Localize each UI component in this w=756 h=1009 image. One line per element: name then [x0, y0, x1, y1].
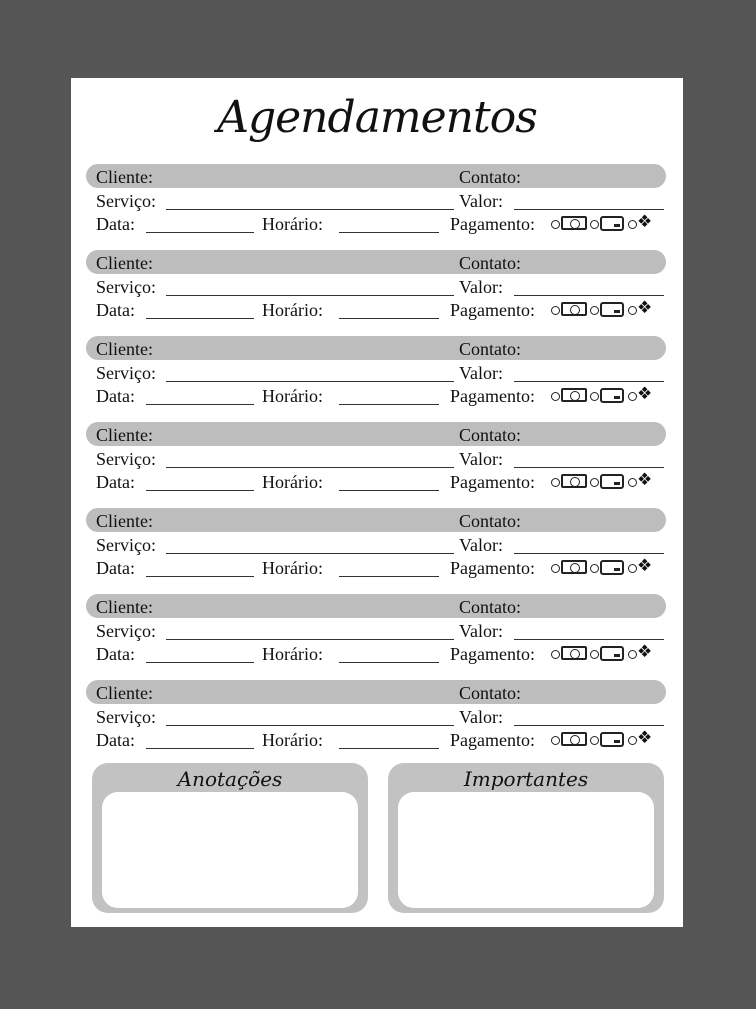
- payment-label: Pagamento:: [450, 558, 535, 578]
- pix-option-radio[interactable]: [628, 650, 637, 659]
- value-field[interactable]: [514, 639, 664, 640]
- pix-option-radio[interactable]: [628, 392, 637, 401]
- payment-label: Pagamento:: [450, 300, 535, 320]
- contact-label: Contato:: [459, 339, 521, 359]
- pix-icon: ❖: [637, 384, 653, 403]
- service-field[interactable]: [166, 553, 454, 554]
- appointment-block: [86, 250, 666, 330]
- client-header-bar: [86, 594, 666, 618]
- time-label: Horário:: [262, 472, 323, 492]
- notes-title-anotacoes: Anotações: [177, 767, 283, 791]
- notes-box-importantes: [388, 763, 664, 913]
- time-field[interactable]: [339, 318, 439, 319]
- date-field[interactable]: [146, 748, 254, 749]
- appointment-block: [86, 594, 666, 674]
- time-field[interactable]: [339, 232, 439, 233]
- card-icon: [600, 216, 624, 231]
- value-field[interactable]: [514, 295, 664, 296]
- client-header-bar: [86, 422, 666, 446]
- contact-label: Contato:: [459, 167, 521, 187]
- cash-option-radio[interactable]: [551, 392, 560, 401]
- card-option-radio[interactable]: [590, 650, 599, 659]
- pix-option-radio[interactable]: [628, 478, 637, 487]
- card-icon: [600, 388, 624, 403]
- date-label: Data:: [96, 730, 135, 750]
- notes-area-importantes[interactable]: [398, 792, 654, 908]
- cash-icon: [561, 646, 587, 660]
- client-header-bar: [86, 336, 666, 360]
- value-field[interactable]: [514, 553, 664, 554]
- appointment-block: [86, 164, 666, 244]
- card-option-radio[interactable]: [590, 306, 599, 315]
- time-label: Horário:: [262, 558, 323, 578]
- appointment-block: [86, 422, 666, 502]
- service-label: Serviço:: [96, 449, 156, 469]
- notes-area-anotacoes[interactable]: [102, 792, 358, 908]
- date-field[interactable]: [146, 490, 254, 491]
- value-field[interactable]: [514, 725, 664, 726]
- cash-option-radio[interactable]: [551, 564, 560, 573]
- cash-icon: [561, 302, 587, 316]
- value-field[interactable]: [514, 467, 664, 468]
- cash-icon: [561, 388, 587, 402]
- date-label: Data:: [96, 644, 135, 664]
- contact-label: Contato:: [459, 683, 521, 703]
- card-option-radio[interactable]: [590, 220, 599, 229]
- time-label: Horário:: [262, 214, 323, 234]
- value-field[interactable]: [514, 209, 664, 210]
- service-label: Serviço:: [96, 621, 156, 641]
- card-option-radio[interactable]: [590, 564, 599, 573]
- appointment-block: [86, 508, 666, 588]
- service-label: Serviço:: [96, 277, 156, 297]
- card-icon: [600, 474, 624, 489]
- client-header-bar: [86, 680, 666, 704]
- payment-options: [551, 642, 666, 663]
- date-label: Data:: [96, 558, 135, 578]
- service-field[interactable]: [166, 725, 454, 726]
- value-label: Valor:: [459, 707, 503, 727]
- planner-page: [71, 78, 683, 927]
- payment-label: Pagamento:: [450, 386, 535, 406]
- time-field[interactable]: [339, 576, 439, 577]
- card-option-radio[interactable]: [590, 478, 599, 487]
- cash-icon: [561, 216, 587, 230]
- cash-icon: [561, 560, 587, 574]
- cash-option-radio[interactable]: [551, 306, 560, 315]
- time-field[interactable]: [339, 490, 439, 491]
- time-field[interactable]: [339, 748, 439, 749]
- pix-option-radio[interactable]: [628, 736, 637, 745]
- service-field[interactable]: [166, 209, 454, 210]
- service-label: Serviço:: [96, 191, 156, 211]
- time-label: Horário:: [262, 730, 323, 750]
- service-field[interactable]: [166, 639, 454, 640]
- client-label: Cliente:: [96, 597, 153, 617]
- card-option-radio[interactable]: [590, 736, 599, 745]
- contact-label: Contato:: [459, 425, 521, 445]
- client-label: Cliente:: [96, 425, 153, 445]
- time-field[interactable]: [339, 404, 439, 405]
- value-field[interactable]: [514, 381, 664, 382]
- value-label: Valor:: [459, 535, 503, 555]
- payment-label: Pagamento:: [450, 214, 535, 234]
- cash-option-radio[interactable]: [551, 650, 560, 659]
- date-field[interactable]: [146, 318, 254, 319]
- value-label: Valor:: [459, 449, 503, 469]
- time-label: Horário:: [262, 300, 323, 320]
- client-label: Cliente:: [96, 253, 153, 273]
- date-field[interactable]: [146, 662, 254, 663]
- payment-label: Pagamento:: [450, 730, 535, 750]
- payment-options: [551, 470, 666, 491]
- date-field[interactable]: [146, 404, 254, 405]
- cash-option-radio[interactable]: [551, 736, 560, 745]
- time-label: Horário:: [262, 386, 323, 406]
- contact-label: Contato:: [459, 253, 521, 273]
- card-icon: [600, 732, 624, 747]
- value-label: Valor:: [459, 191, 503, 211]
- payment-options: [551, 212, 666, 233]
- cash-option-radio[interactable]: [551, 220, 560, 229]
- client-header-bar: [86, 508, 666, 532]
- time-field[interactable]: [339, 662, 439, 663]
- client-label: Cliente:: [96, 683, 153, 703]
- cash-icon: [561, 732, 587, 746]
- date-field[interactable]: [146, 232, 254, 233]
- pix-icon: ❖: [637, 642, 653, 661]
- card-option-radio[interactable]: [590, 392, 599, 401]
- cash-option-radio[interactable]: [551, 478, 560, 487]
- cash-icon: [561, 474, 587, 488]
- pix-option-radio[interactable]: [628, 306, 637, 315]
- value-label: Valor:: [459, 363, 503, 383]
- payment-options: [551, 556, 666, 577]
- date-label: Data:: [96, 300, 135, 320]
- page-title: Agendamentos: [217, 92, 537, 143]
- date-label: Data:: [96, 214, 135, 234]
- appointment-block: [86, 680, 666, 760]
- pix-icon: ❖: [637, 212, 653, 231]
- appointment-block: [86, 336, 666, 416]
- payment-options: [551, 728, 666, 749]
- payment-options: [551, 384, 666, 405]
- client-label: Cliente:: [96, 511, 153, 531]
- date-label: Data:: [96, 472, 135, 492]
- service-label: Serviço:: [96, 707, 156, 727]
- service-label: Serviço:: [96, 535, 156, 555]
- pix-icon: ❖: [637, 728, 653, 747]
- service-field[interactable]: [166, 295, 454, 296]
- value-label: Valor:: [459, 277, 503, 297]
- client-header-bar: [86, 250, 666, 274]
- notes-title-importantes: Importantes: [463, 767, 589, 791]
- pix-icon: ❖: [637, 556, 653, 575]
- card-icon: [600, 560, 624, 575]
- service-label: Serviço:: [96, 363, 156, 383]
- date-label: Data:: [96, 386, 135, 406]
- time-label: Horário:: [262, 644, 323, 664]
- contact-label: Contato:: [459, 597, 521, 617]
- date-field[interactable]: [146, 576, 254, 577]
- pix-icon: ❖: [637, 298, 653, 317]
- client-header-bar: [86, 164, 666, 188]
- notes-box-anotacoes: [92, 763, 368, 913]
- service-field[interactable]: [166, 381, 454, 382]
- payment-options: [551, 298, 666, 319]
- service-field[interactable]: [166, 467, 454, 468]
- pix-option-radio[interactable]: [628, 220, 637, 229]
- value-label: Valor:: [459, 621, 503, 641]
- pix-option-radio[interactable]: [628, 564, 637, 573]
- client-label: Cliente:: [96, 339, 153, 359]
- contact-label: Contato:: [459, 511, 521, 531]
- payment-label: Pagamento:: [450, 472, 535, 492]
- payment-label: Pagamento:: [450, 644, 535, 664]
- card-icon: [600, 646, 624, 661]
- client-label: Cliente:: [96, 167, 153, 187]
- pix-icon: ❖: [637, 470, 653, 489]
- card-icon: [600, 302, 624, 317]
